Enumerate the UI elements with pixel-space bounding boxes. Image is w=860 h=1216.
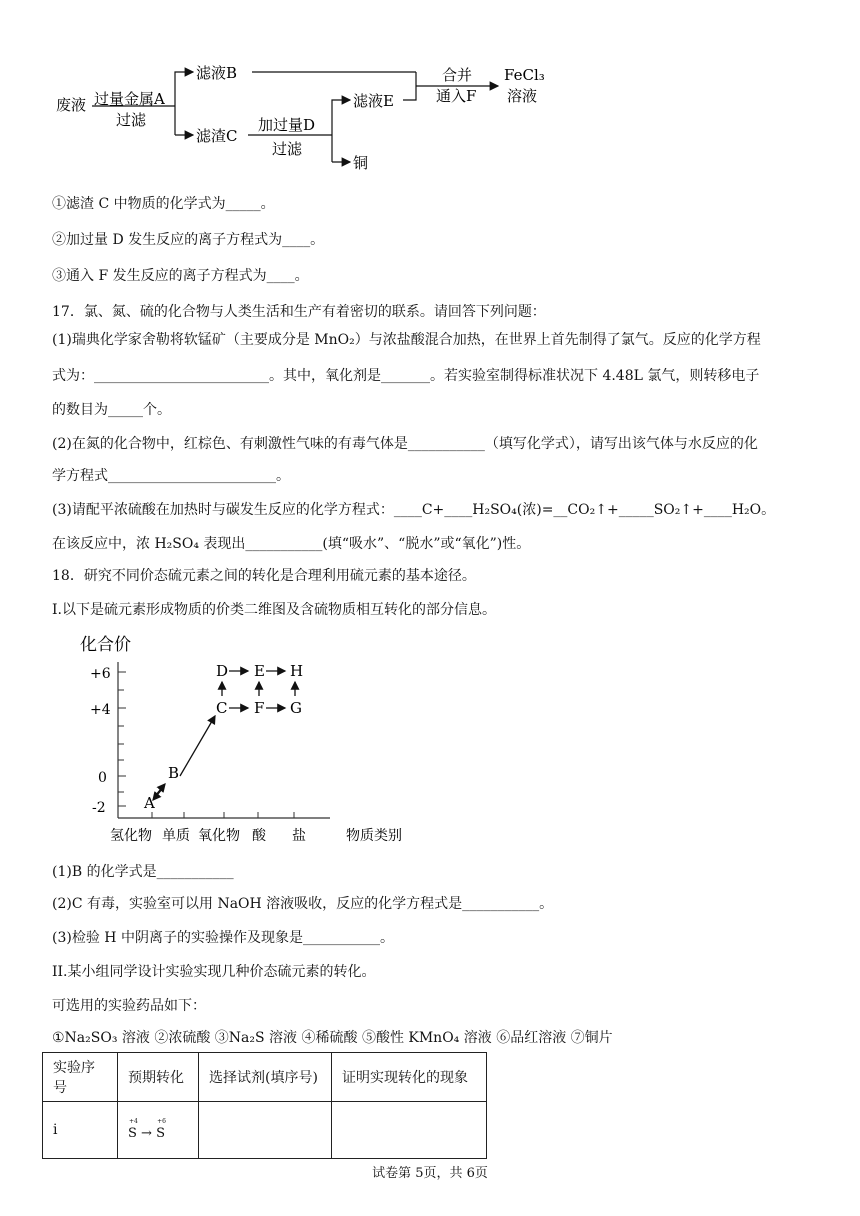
conv-from-el: S	[128, 1125, 137, 1141]
node-c: C	[216, 699, 228, 717]
q18-part2: II.某小组同学设计实验实现几种价态硫元素的转化。	[52, 964, 376, 980]
chart-xtick-3: 氧化物	[198, 828, 240, 844]
q17-p1-l2: 式为：_________________________。其中，氧化剂是_______。若实验室制得标准状况下 4.48L 氯气，则转移电子	[52, 368, 760, 384]
chart-xtick-5: 盐	[292, 828, 306, 844]
q17-p3-l1: (3)请配平浓硫酸在加热时与碳发生反应的化学方程式：____C+____H₂SO₄(浓)=__CO₂↑+_____SO₂↑+____H₂O。	[52, 502, 776, 518]
flow-diagram	[0, 0, 860, 185]
q17-p1-l3: 的数目为_____个。	[52, 402, 171, 418]
q18-q3: (3)检验 H 中阴离子的实验操作及现象是___________。	[52, 930, 394, 946]
node-e: E	[254, 662, 265, 680]
flow-copper: 铜	[353, 154, 369, 172]
q18-q1: (1)B 的化学式是___________	[52, 864, 234, 880]
flow-step1-top: 过量金属A	[94, 90, 165, 108]
table-header-reagent: 选择试剂(填序号)	[199, 1053, 332, 1102]
q18-reagents-intro: 可选用的实验药品如下：	[52, 998, 206, 1014]
q17-p2-l1: (2)在氮的化合物中，红棕色、有刺激性气味的有毒气体是___________（填写化学式），请写出该气体与水反应的化	[52, 436, 758, 452]
q18-title: 18．研究不同价态硫元素之间的转化是合理利用硫元素的基本途径。	[52, 568, 476, 584]
conv-to-ox: +6	[157, 1117, 166, 1125]
flow-waste: 废液	[56, 96, 87, 114]
chart-ytick-0: 0	[98, 770, 107, 786]
table-header-phenomenon: 证明实现转化的现象	[332, 1053, 487, 1102]
chart-xtick-6: 物质类别	[346, 828, 402, 844]
flow-product-bottom: 溶液	[507, 87, 538, 105]
q17-p1-l1: (1)瑞典化学家舍勒将软锰矿（主要成分是 MnO₂）与浓盐酸混合加热，在世界上首先制得了氯气。反应的化学方程	[52, 332, 761, 348]
table-cell-conversion	[118, 1102, 199, 1159]
q17-p2-l2: 学方程式________________________。	[52, 468, 290, 484]
flow-step2-top: 加过量D	[258, 116, 316, 134]
experiment-table	[42, 1052, 487, 1159]
q18-reagents: ①Na₂SO₃ 溶液 ②浓硫酸 ③Na₂S 溶液 ④稀硫酸 ⑤酸性 KMnO₄ 溶液 ⑥品红溶液 ⑦铜片	[52, 1030, 613, 1046]
table-cell-id: i	[43, 1102, 118, 1159]
flow-filtrate-e: 滤液E	[353, 92, 394, 110]
node-h: H	[290, 662, 304, 680]
q17-title: 17．氯、氮、硫的化合物与人类生活和生产有着密切的联系。请回答下列问题：	[52, 304, 546, 320]
q17-p3-l2: 在该反应中，浓 H₂SO₄ 表现出___________(填“吸水”、“脱水”或“氧化”)性。	[52, 536, 531, 552]
node-f: F	[254, 699, 265, 717]
chart-ylabel: 化合价	[80, 635, 131, 655]
flow-merge-top: 合并	[442, 66, 473, 84]
flow-filtrate-b: 滤液B	[196, 64, 238, 82]
node-g: G	[290, 699, 302, 717]
chart-ytick-p6: +6	[90, 666, 111, 682]
conv-arrow: →	[141, 1125, 152, 1141]
flow-merge-bottom: 通入F	[436, 87, 477, 105]
q16-1: ①滤渣 C 中物质的化学式为_____。	[52, 196, 275, 212]
chart-xtick-4: 酸	[252, 828, 266, 844]
table-cell-reagent[interactable]	[199, 1102, 332, 1159]
valence-chart	[80, 624, 440, 852]
chart-xtick-2: 单质	[162, 828, 190, 844]
flow-residue-c: 滤渣C	[196, 127, 238, 145]
chart-ytick-p4: +4	[90, 702, 111, 718]
q16-3: ③通入 F 发生反应的离子方程式为____。	[52, 268, 309, 284]
q18-q2: (2)C 有毒，实验室可以用 NaOH 溶液吸收，反应的化学方程式是___________。	[52, 896, 554, 912]
node-a: A	[144, 794, 155, 812]
flow-step1-bottom: 过滤	[116, 111, 147, 129]
q16-2: ②加过量 D 发生反应的离子方程式为____。	[52, 232, 325, 248]
table-header-id: 实验序号	[43, 1053, 118, 1102]
node-d: D	[216, 662, 229, 680]
chart-xtick-1: 氢化物	[110, 828, 152, 844]
table-cell-phenomenon[interactable]	[332, 1102, 487, 1159]
flow-product-top: FeCl₃	[504, 66, 545, 84]
flow-step2-bottom: 过滤	[272, 140, 303, 158]
node-b: B	[168, 764, 180, 782]
conv-from-ox: +4	[129, 1117, 138, 1125]
conv-to-el: S	[156, 1125, 165, 1141]
q18-part1: I.以下是硫元素形成物质的价类二维图及含硫物质相互转化的部分信息。	[52, 602, 496, 618]
chart-ytick-m2: -2	[92, 800, 106, 816]
table-header-conversion: 预期转化	[118, 1053, 199, 1102]
page-footer: 试卷第 5页，共 6页	[372, 1166, 488, 1181]
